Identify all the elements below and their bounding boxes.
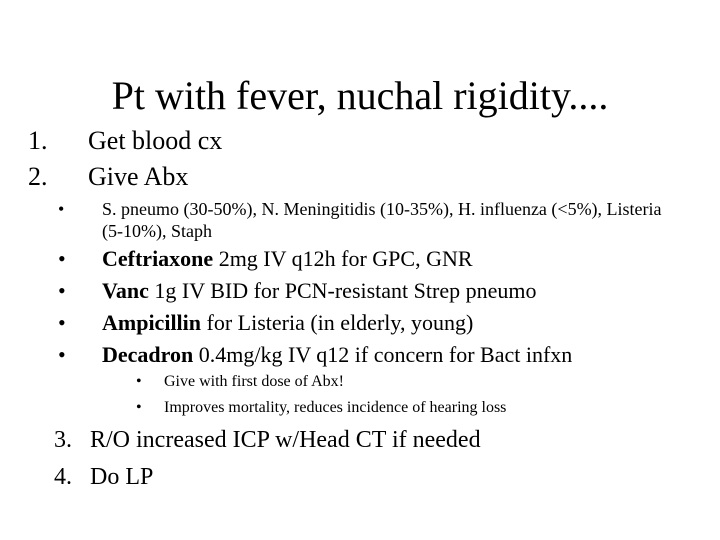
bullet-icon: • [58,246,66,271]
step-text: Give Abx [88,162,189,191]
organisms-item [58,198,678,244]
bullet-icon: • [58,310,66,335]
drug-item-ampicillin [58,307,678,339]
drug-item-ceftriaxone [58,243,678,275]
drug-name: Ceftriaxone [102,246,214,271]
bullet-icon: • [136,373,142,390]
note-text: Improves mortality, reduces incidence of hearing loss [164,399,507,416]
step-number: 1. [28,126,48,155]
decadron-note [136,395,696,421]
bullet-icon: • [136,399,142,416]
step-text: R/O increased ICP w/Head CT if needed [90,427,481,453]
note-text: Give with first dose of Abx! [164,373,344,390]
step-item [28,161,428,193]
drug-detail: for Listeria (in elderly, young) [201,310,474,335]
drug-line [102,307,473,339]
drug-detail: 0.4mg/kg IV q12 if concern for Bact infxn [193,342,573,367]
step-item [54,461,674,493]
drug-item-decadron [58,339,678,371]
drug-detail: 2mg IV q12h for GPC, GNR [213,246,473,271]
step-text: Do LP [90,464,154,490]
drug-detail: 1g IV BID for PCN-resistant Strep pneumo [148,278,537,303]
step-item [28,125,428,157]
bullet-icon: • [58,199,65,219]
decadron-note [136,369,696,395]
drug-name: Decadron [102,342,194,367]
step-number: 2. [28,162,48,191]
drug-item-vanc [58,275,678,307]
slide-title: Pt with fever, nuchal rigidity.... [111,73,609,118]
bullet-icon: • [58,342,66,367]
bullet-icon: • [58,278,66,303]
step-number: 4. [54,464,72,490]
organisms-text: S. pneumo (30-50%), N. Meningitidis (10-35%), H. influenza (<5%), Listeria (5-10%), Staph [102,199,662,241]
step-number: 3. [54,427,72,453]
drug-line [102,339,572,371]
drug-line [102,243,473,275]
step-text: Get blood cx [88,126,223,155]
drug-line [102,275,537,307]
drug-name: Ampicillin [102,310,202,335]
step-item [54,424,674,456]
drug-name: Vanc [102,278,149,303]
